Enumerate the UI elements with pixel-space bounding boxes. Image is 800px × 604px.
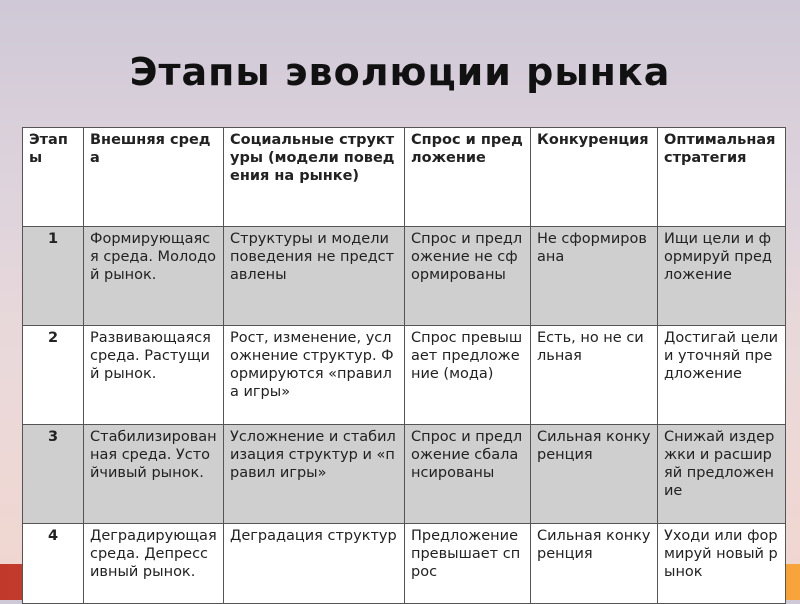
competition-cell: Есть, но не сильная — [531, 326, 658, 425]
supply-demand-cell: Предложение превышает спрос — [405, 524, 531, 604]
supply-demand-cell: Спрос и предложение сбалансированы — [405, 425, 531, 524]
social-structures-cell: Деградация структур — [224, 524, 405, 604]
optimal-strategy-cell: Уходи или формируй новый рынок — [658, 524, 786, 604]
optimal-strategy-cell: Достигай цели и уточняй предложение — [658, 326, 786, 425]
stage-number: 3 — [23, 425, 84, 524]
stage-number: 2 — [23, 326, 84, 425]
stage-number: 1 — [23, 227, 84, 326]
slide-title: Этапы эволюции рынка — [129, 50, 671, 94]
external-environment-cell: Развивающаяся среда. Растущий рынок. — [84, 326, 224, 425]
header-competition: Конкуренция — [531, 128, 658, 227]
header-supply-demand: Спрос и предложение — [405, 128, 531, 227]
header-optimal-strategy: Оптимальная стратегия — [658, 128, 786, 227]
table-header-row — [23, 128, 786, 227]
market-evolution-table — [22, 127, 786, 604]
external-environment-cell: Деградирующая среда. Депрессивный рынок. — [84, 524, 224, 604]
table-row — [23, 227, 786, 326]
table-row — [23, 524, 786, 604]
table-row — [23, 425, 786, 524]
supply-demand-cell: Спрос превышает предложение (мода) — [405, 326, 531, 425]
optimal-strategy-cell: Снижай издержки и расширяй предложение — [658, 425, 786, 524]
external-environment-cell: Формирующаяся среда. Молодой рынок. — [84, 227, 224, 326]
social-structures-cell: Усложнение и стабилизация структур и «правил игры» — [224, 425, 405, 524]
table-row — [23, 326, 786, 425]
optimal-strategy-cell: Ищи цели и формируй предложение — [658, 227, 786, 326]
stage-number: 4 — [23, 524, 84, 604]
external-environment-cell: Стабилизирован ная среда. Устойчивый рынок. — [84, 425, 224, 524]
supply-demand-cell: Спрос и предложение не сформированы — [405, 227, 531, 326]
header-stages: Этапы — [23, 128, 84, 227]
competition-cell: Не сформирована — [531, 227, 658, 326]
social-structures-cell: Структуры и модели поведения не представлены — [224, 227, 405, 326]
header-social-structures: Социальные структуры (модели поведения на рынке) — [224, 128, 405, 227]
social-structures-cell: Рост, изменение, усложнение структур. Формируются «правила игры» — [224, 326, 405, 425]
competition-cell: Сильная конкуренция — [531, 425, 658, 524]
header-external-environment: Внешняя среда — [84, 128, 224, 227]
competition-cell: Сильная конкуренция — [531, 524, 658, 604]
